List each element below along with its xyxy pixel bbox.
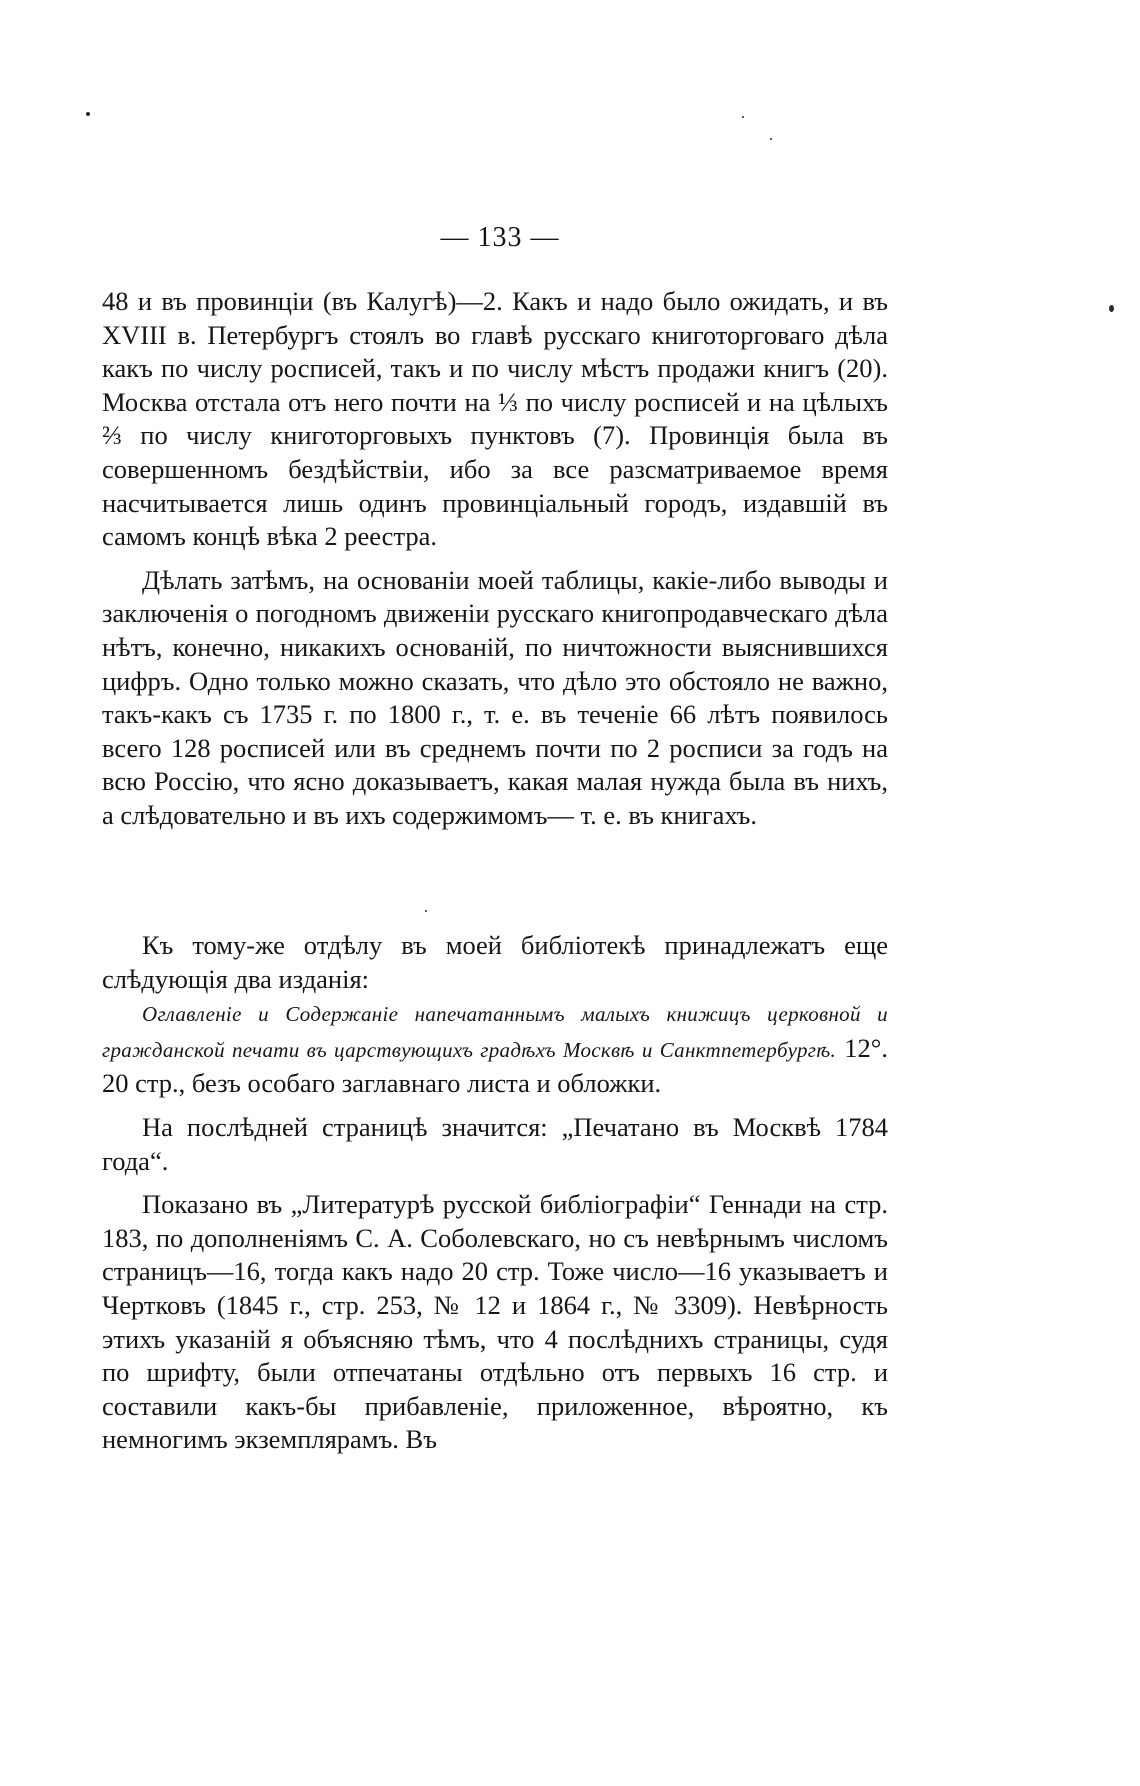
scan-speck xyxy=(770,138,772,140)
paragraph-conclusion: Дѣлать затѣмъ, на основаніи моей таблицы, какіе-либо выводы и заключенія о погодномъ движеніи русскаго книгопродавческаго дѣла нѣтъ, конечно, никакихъ основаній, по ничтожности выяснившихся цифръ. Одно только можно сказать, что дѣло это обстояло не важно, такъ-какъ съ 1735 г. по 1800 г., т. е. въ теченіе 66 лѣтъ появилось всего 128 росписей или въ среднемъ почти по 2 росписи за годъ на всю Россію, что ясно доказываетъ, какая малая нужда была въ нихъ, а слѣдовательно и въ ихъ содержимомъ— т. е. въ книгахъ. xyxy=(102,564,888,830)
text-block-lower xyxy=(102,929,888,1457)
page-number: — 133 — xyxy=(440,222,560,253)
paragraph-continuation: 48 и въ провинціи (въ Калугѣ)—2. Какъ и надо было ожидать, и въ XVIII в. Петербургъ стоялъ во главѣ русскаго книготорговаго дѣла какъ по числу росписей, такъ и по числу мѣстъ продажи книгъ (20). Москва отстала отъ него почти на ⅓ по числу росписей и на цѣлыхъ ⅔ по числу книготорговыхъ пунктовъ (7). Провинція была въ совершенномъ бездѣйствіи, ибо за все разсматриваемое время насчитывается лишь одинъ провинціальный городъ, издавшій въ самомъ концѣ вѣка 2 реестра. xyxy=(102,286,888,552)
text-block-upper xyxy=(102,285,888,833)
paragraph-imprint-note: На послѣдней страницѣ значится: „Печатано въ Москвѣ 1784 года“. xyxy=(102,1111,888,1176)
paragraph-editions-intro: Къ тому-же отдѣлу въ моей библіотекѣ принадлежатъ еще слѣдующія два изданія: xyxy=(102,930,888,994)
entry-details: 12°. 20 стр., безъ особаго заглавнаго листа и обложки. xyxy=(102,1032,888,1099)
scan-speck xyxy=(742,116,744,118)
scan-speck xyxy=(425,910,427,912)
scan-speck xyxy=(86,112,90,116)
bibliographic-entry xyxy=(102,996,888,1101)
entry-title: Оглавленіе и Содержаніе напечатаннымъ малыхъ книжицъ церковной и гражданской печати въ царствующихъ градѣхъ Москвѣ и Санктпетербургѣ. xyxy=(102,1002,888,1062)
paragraph-sources: Показано въ „Литературѣ русской библіографіи“ Геннади на стр. 183, по дополненіямъ С. А. Соболевскаго, но съ невѣрнымъ числомъ страницъ—16, тогда какъ надо 20 стр. Тоже число—16 указываетъ и Чертковъ (1845 г., стр. 253, № 12 и 1864 г., № 3309). Невѣрность этихъ указаній я объясняю тѣмъ, что 4 послѣднихъ страницы, судя по шрифту, были отпечатаны отдѣльно отъ первыхъ 16 стр. и составили какъ-бы прибавленіе, приложенное, вѣроятно, къ немногимъ экземплярамъ. Въ xyxy=(102,1189,888,1455)
scan-speck xyxy=(1109,305,1114,312)
